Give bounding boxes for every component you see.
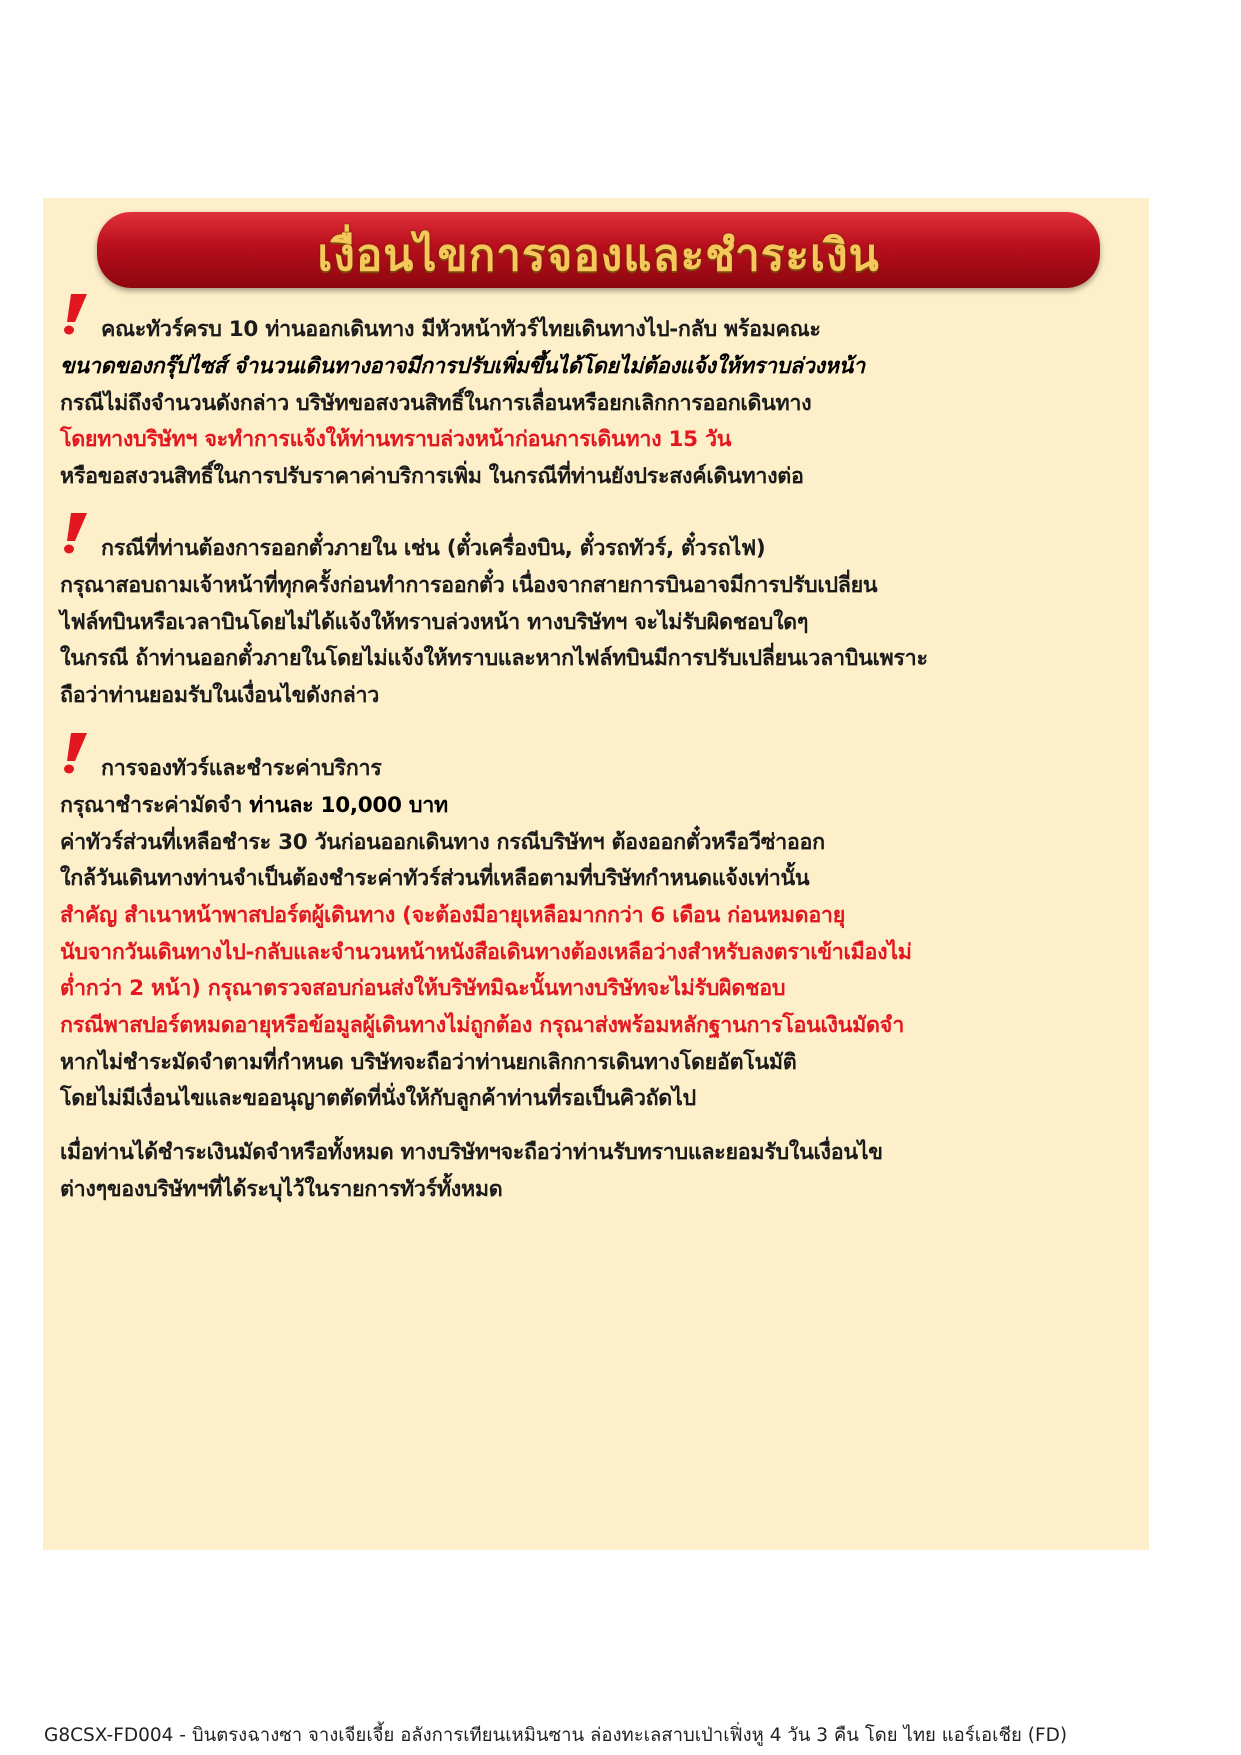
section-text-line: การจองทัวร์และชำระค่าบริการ [101, 756, 382, 781]
exclamation-icon [61, 292, 89, 336]
section-text-line: ถือว่าท่านยอมรับในเงื่อนไขดังกล่าว [60, 683, 380, 708]
section-text-line: โดยไม่มีเงื่อนไขและขออนุญาตตัดที่นั่งให้กับลูกค้าท่านที่รอเป็นคิวถัดไป [60, 1086, 696, 1111]
section-text-line: หากไม่ชำระมัดจำตามที่กำหนด บริษัทจะถือว่าท่านยกเลิกการเดินทางโดยอัตโนมัติ [60, 1050, 797, 1075]
section-text-line: สำคัญ สำเนาหน้าพาสปอร์ตผู้เดินทาง (จะต้องมีอายุเหลือมากกว่า 6 เดือน ก่อนหมดอายุ [60, 903, 845, 928]
section-text-line: กรณีไม่ถึงจำนวนดังกล่าว บริษัทขอสงวนสิทธิ์ในการเลื่อนหรือยกเลิกการออกเดินทาง [60, 391, 812, 416]
section-text-line: กรณีพาสปอร์ตหมดอายุหรือข้อมูลผู้เดินทางไม่ถูกต้อง กรุณาส่งพร้อมหลักฐานการโอนเงินมัดจำ [60, 1013, 905, 1038]
title-banner [97, 212, 1100, 288]
section-text-line: เมื่อท่านได้ชำระเงินมัดจำหรือทั้งหมด ทางบริษัทฯจะถือว่าท่านรับทราบและยอมรับในเงื่อนไข [60, 1140, 883, 1165]
section-text-line: หรือขอสงวนสิทธิ์ในการปรับราคาค่าบริการเพิ่ม ในกรณีที่ท่านยังประสงค์เดินทางต่อ [60, 464, 804, 489]
deposit-line [60, 788, 448, 822]
deposit-amount: ท่านละ 10,000 บาท [249, 793, 448, 818]
section-text-line: ต่ำกว่า 2 หน้า) กรุณาตรวจสอบก่อนส่งให้บริษัทมิฉะนั้นทางบริษัทจะไม่รับผิดชอบ [60, 976, 786, 1001]
section-text-line: นับจากวันเดินทางไป-กลับและจำนวนหน้าหนังสือเดินทางต้องเหลือว่างสำหรับลงตราเข้าเมืองไม่ [60, 940, 912, 965]
section-text-line: ใกล้วันเดินทางท่านจำเป็นต้องชำระค่าทัวร์ส่วนที่เหลือตามที่บริษัทกำหนดแจ้งเท่านั้น [60, 866, 810, 891]
section-text-line: กรุณาสอบถามเจ้าหน้าที่ทุกครั้งก่อนทำการออกตั๋ว เนื่องจากสายการบินอาจมีการปรับเปลี่ยน [60, 573, 878, 598]
section-text-line: กรณีที่ท่านต้องการออกตั๋วภายใน เช่น (ตั๋วเครื่องบิน, ตั๋วรถทัวร์, ตั๋วรถไฟ) [101, 536, 766, 561]
section-text-line: ในกรณี ถ้าท่านออกตั๋วภายในโดยไม่แจ้งให้ทราบและหากไฟล์ทบินมีการปรับเปลี่ยนเวลาบินเพราะ [60, 646, 928, 671]
deposit-label: กรุณาชำระค่ามัดจำ [60, 793, 243, 818]
section-text-line: ค่าทัวร์ส่วนที่เหลือชำระ 30 วันก่อนออกเดินทาง กรณีบริษัทฯ ต้องออกตั๋วหรือวีซ่าออก [60, 830, 825, 855]
section-text-line: คณะทัวร์ครบ 10 ท่านออกเดินทาง มีหัวหน้าทัวร์ไทยเดินทางไป-กลับ พร้อมคณะ [101, 317, 821, 342]
page-footer: G8CSX-FD004 - บินตรงฉางซา จางเจียเจี้ย อลังการเทียนเหมินซาน ล่องทะเลสาบเป่าเฟิ่งหู 4 วัน 3 คืน โดย ไทย แอร์เอเชีย (FD) [44, 1725, 1068, 1746]
section-text-line: ขนาดของกรุ๊ปไซส์ จำนวนเดินทางอาจมีการปรับเพิ่มขึ้นได้โดยไม่ต้องแจ้งให้ทราบล่วงหน้า [60, 354, 865, 379]
exclamation-icon [61, 511, 89, 555]
section-text-line: ต่างๆของบริษัทฯที่ได้ระบุไว้ในรายการทัวร์ทั้งหมด [60, 1177, 503, 1202]
banner-title: เงื่อนไขการจองและชำระเงิน [317, 230, 880, 281]
section-text-line: โดยทางบริษัทฯ จะทำการแจ้งให้ท่านทราบล่วงหน้าก่อนการเดินทาง 15 วัน [60, 427, 732, 452]
exclamation-icon [61, 731, 89, 775]
section-text-line: ไฟล์ทบินหรือเวลาบินโดยไม่ได้แจ้งให้ทราบล่วงหน้า ทางบริษัทฯ จะไม่รับผิดชอบใดๆ [60, 610, 809, 635]
